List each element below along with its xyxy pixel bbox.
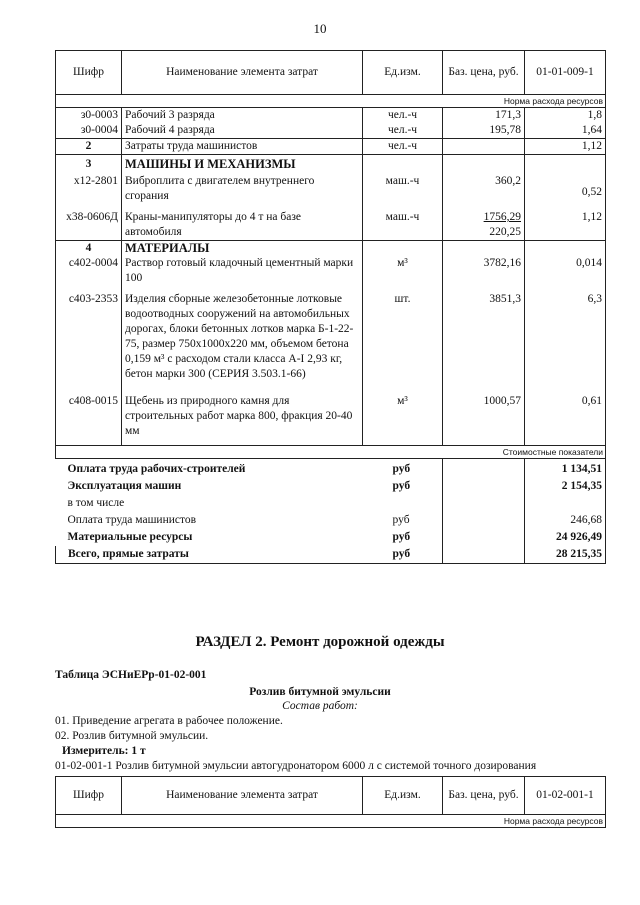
- table-row: з0-0004 Рабочий 4 разряда чел.-ч 195,78 1,64: [56, 123, 606, 139]
- table-label: Таблица ЭСНиЕРр-01-02-001: [55, 669, 207, 681]
- col-header-name: Наименование элемента затрат: [122, 777, 363, 815]
- norma-label: Норма расхода ресурсов: [56, 95, 606, 108]
- col-header-code: Шифр: [56, 51, 122, 95]
- table-row: с402-0004 Раствор готовый кладочный цементный марки 100 м³ 3782,16 0,014: [56, 256, 606, 292]
- col-header-price: Баз. цена, руб.: [443, 51, 525, 95]
- section-row: 3 МАШИНЫ И МЕХАНИЗМЫ: [56, 155, 606, 173]
- section-title: РАЗДЕЛ 2. Ремонт дорожной одежды: [195, 634, 445, 650]
- step-item: 02. Розлив битумной эмульсии.: [55, 730, 209, 742]
- table-row: х38-0606Д Краны-манипуляторы до 4 т на базе автомобиля маш.-ч 1756,29 220,25 1,12: [56, 210, 606, 241]
- table-row: с408-0015 Щебень из природного камня для строительных работ марка 800, фракция 20-40 мм м³ 1000,57 0,61: [56, 394, 606, 446]
- section-row: 4 МАТЕРИАЛЫ: [56, 241, 606, 257]
- table-row: х12-2801 Виброплита с двигателем внутреннего сгорания маш.-ч 360,2 0,52: [56, 172, 606, 210]
- col-header-code: Шифр: [56, 777, 122, 815]
- summary-row: Оплата труда рабочих-строителей руб 1 134,51: [56, 459, 606, 479]
- summary-row: Оплата труда машинистов руб 246,68: [56, 512, 606, 529]
- resource-table-2: [55, 776, 606, 828]
- cost-indicators-label: Стоимостные показатели: [56, 446, 606, 459]
- col-header-rate-code: 01-01-009-1: [525, 51, 606, 95]
- norma-label: Норма расхода ресурсов: [56, 815, 606, 828]
- summary-row: Эксплуатация машин руб 2 154,35: [56, 478, 606, 495]
- work-composition-label: Состав работ:: [282, 700, 358, 712]
- table-row: с403-2353 Изделия сборные железобетонные лотковые водоотводных сооружений на автомобильных дорогах, блоки бетонных лотков марка Б-1-22-75, размер 750х1000х220 мм, объемом бетона 0,159 м³ с расходом стали класса А-I 2,93 кг, бетон марки 300 (СЕРИЯ 3.503.1-66) шт. 3851,3 6,3: [56, 292, 606, 394]
- col-header-name: Наименование элемента затрат: [122, 51, 363, 95]
- summary-row: Материальные ресурсы руб 24 926,49: [56, 529, 606, 546]
- step-item: 01. Приведение агрегата в рабочее положение.: [55, 715, 283, 727]
- work-title: Розлив битумной эмульсии: [249, 686, 391, 698]
- summary-row: Всего, прямые затраты руб 28 215,35: [56, 546, 606, 564]
- rate-description: 01-02-001-1 Розлив битумной эмульсии автогудронатором 6000 л с системой точного дозирования: [55, 760, 537, 772]
- page-number: 10: [313, 21, 327, 36]
- col-header-rate-code: 01-02-001-1: [525, 777, 606, 815]
- measure: Измеритель: 1 т: [62, 745, 146, 757]
- resource-table-1: [55, 50, 606, 564]
- col-header-unit: Ед.изм.: [363, 777, 443, 815]
- table-row: з0-0003 Рабочий 3 разряда чел.-ч 171,3 1,8: [56, 108, 606, 124]
- summary-row: в том числе: [56, 495, 606, 512]
- col-header-price: Баз. цена, руб.: [443, 777, 525, 815]
- col-header-unit: Ед.изм.: [363, 51, 443, 95]
- table-row: 2 Затраты труда машинистов чел.-ч 1,12: [56, 139, 606, 155]
